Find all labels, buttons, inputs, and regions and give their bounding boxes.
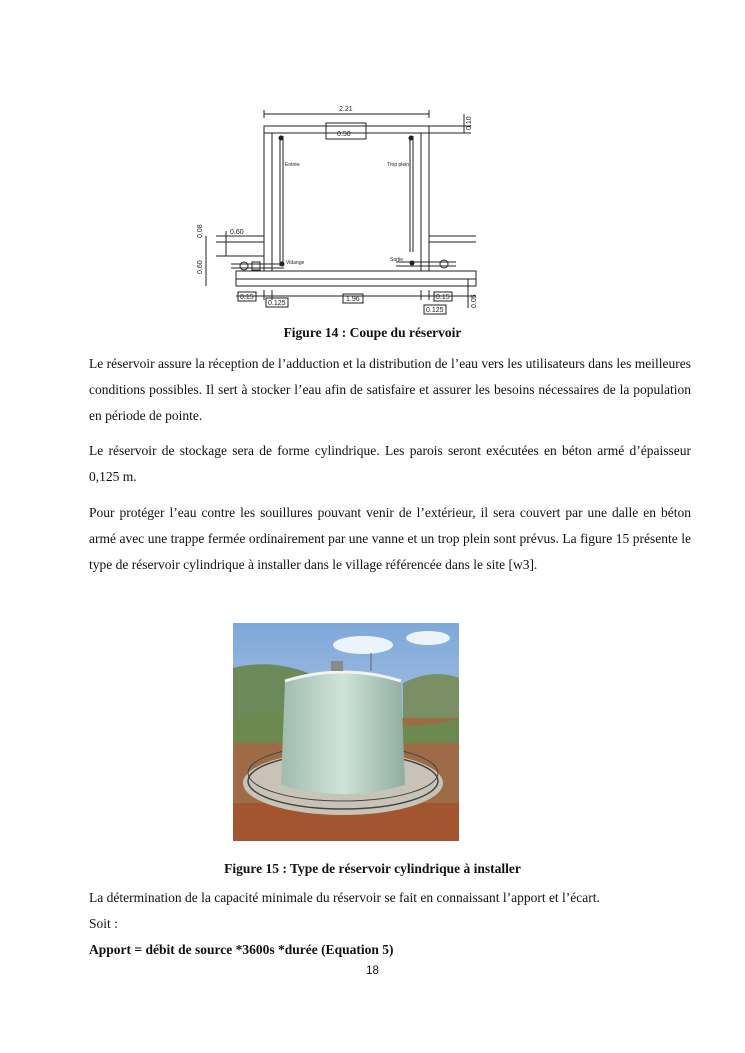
label-trop-plein: Trop plein <box>387 162 410 168</box>
dim-top-right: 0.10 <box>466 116 473 130</box>
figure-14-caption: Figure 14 : Coupe du réservoir <box>283 325 462 340</box>
label-sortie: Sortie <box>390 257 404 263</box>
dim-inner: 1.96 <box>346 296 360 303</box>
dim-left-base: 0.60 <box>197 260 204 274</box>
dim-bottom-right-b: 0.125 <box>426 307 444 314</box>
dim-width: 2.21 <box>339 106 353 113</box>
reservoir-section-drawing <box>186 96 486 320</box>
label-vidange: Vidange <box>286 260 305 266</box>
reservoir-photo <box>233 623 459 841</box>
dim-left-ext: 0.60 <box>230 229 244 236</box>
dim-hatch: 0.50 <box>337 131 351 138</box>
figure-15-caption: Figure 15 : Type de réservoir cylindrique à installer <box>224 861 521 876</box>
paragraph-3: Pour protéger l’eau contre les souillures pouvant venir de l’extérieur, il sera couvert par une dalle en béton armé avec une trappe fermée ordinairement par une vanne et un trop plein sont prévus. La figure 15 présente le type de réservoir cylindrique à installer dans le village référencée dans le site [w3]. <box>89 505 691 572</box>
dim-left-top: 0.08 <box>197 224 204 238</box>
dim-bottom-left-b: 0.125 <box>268 300 286 307</box>
soit-label: Soit : <box>89 916 118 931</box>
dim-bottom-right-a: 0.15 <box>436 294 450 301</box>
dim-right-base: 0.05 <box>471 294 478 308</box>
equation-5: Apport = débit de source *3600s *durée (Equation 5) <box>89 942 394 957</box>
dim-bottom-left-a: 0.15 <box>240 294 254 301</box>
paragraph-2: Le réservoir de stockage sera de forme cylindrique. Les parois seront exécutées en béton armé d’épaisseur 0,125 m. <box>89 443 691 484</box>
paragraph-1: Le réservoir assure la réception de l’adduction et la distribution de l’eau vers les utilisateurs dans les meilleures conditions possibles. Il sert à stocker l’eau afin de satisfaire et assurer les besoins nécessaires de la population en période de pointe. <box>89 356 691 423</box>
page-number: 18 <box>366 965 379 977</box>
label-entree: Entrée <box>285 162 300 168</box>
capacity-sentence: La détermination de la capacité minimale du réservoir se fait en connaissant l’apport et l’écart. <box>89 890 600 905</box>
